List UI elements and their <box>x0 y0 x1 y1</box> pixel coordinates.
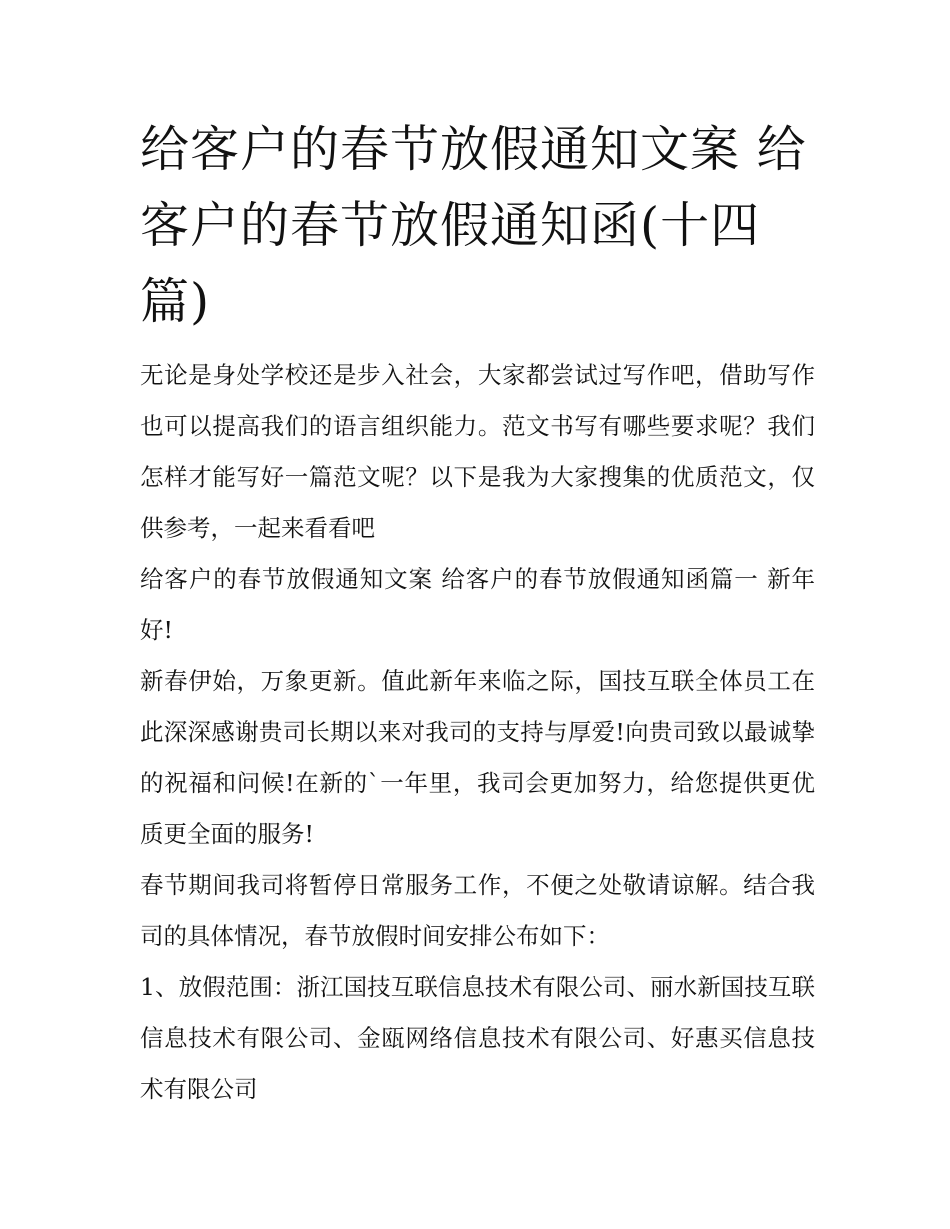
section-heading-paragraph: 给客户的春节放假通知文案 给客户的春节放假通知函篇一 新年好! <box>140 565 815 644</box>
document-title: 给客户的春节放假通知文案 给客户的春节放假通知函(十四篇) <box>140 121 807 330</box>
greeting-paragraph: 新春伊始，万象更新。值此新年来临之际，国技互联全体员工在此深深感谢贵司长期以来对我司的支持与厚爱!向贵司致以最诚挚的祝福和问候!在新的`一年里，我司会更加努力，给您提供更优质更全面的服务! <box>140 667 815 848</box>
intro-paragraph: 无论是身处学校还是步入社会，大家都尝试过写作吧，借助写作也可以提高我们的语言组织能力。范文书写有哪些要求呢？我们怎样才能写好一篇范文呢？以下是我为大家搜集的优质范文，仅供参考，一起来看看吧 <box>140 361 815 542</box>
notice-paragraph: 春节期间我司将暂停日常服务工作，不便之处敬请谅解。结合我司的具体情况，春节放假时间安排公布如下： <box>140 871 815 950</box>
holiday-scope-paragraph: 1、放假范围：浙江国技互联信息技术有限公司、丽水新国技互联信息技术有限公司、金瓯网络信息技术有限公司、好惠买信息技术有限公司 <box>140 973 815 1103</box>
document-body <box>140 112 815 1115</box>
